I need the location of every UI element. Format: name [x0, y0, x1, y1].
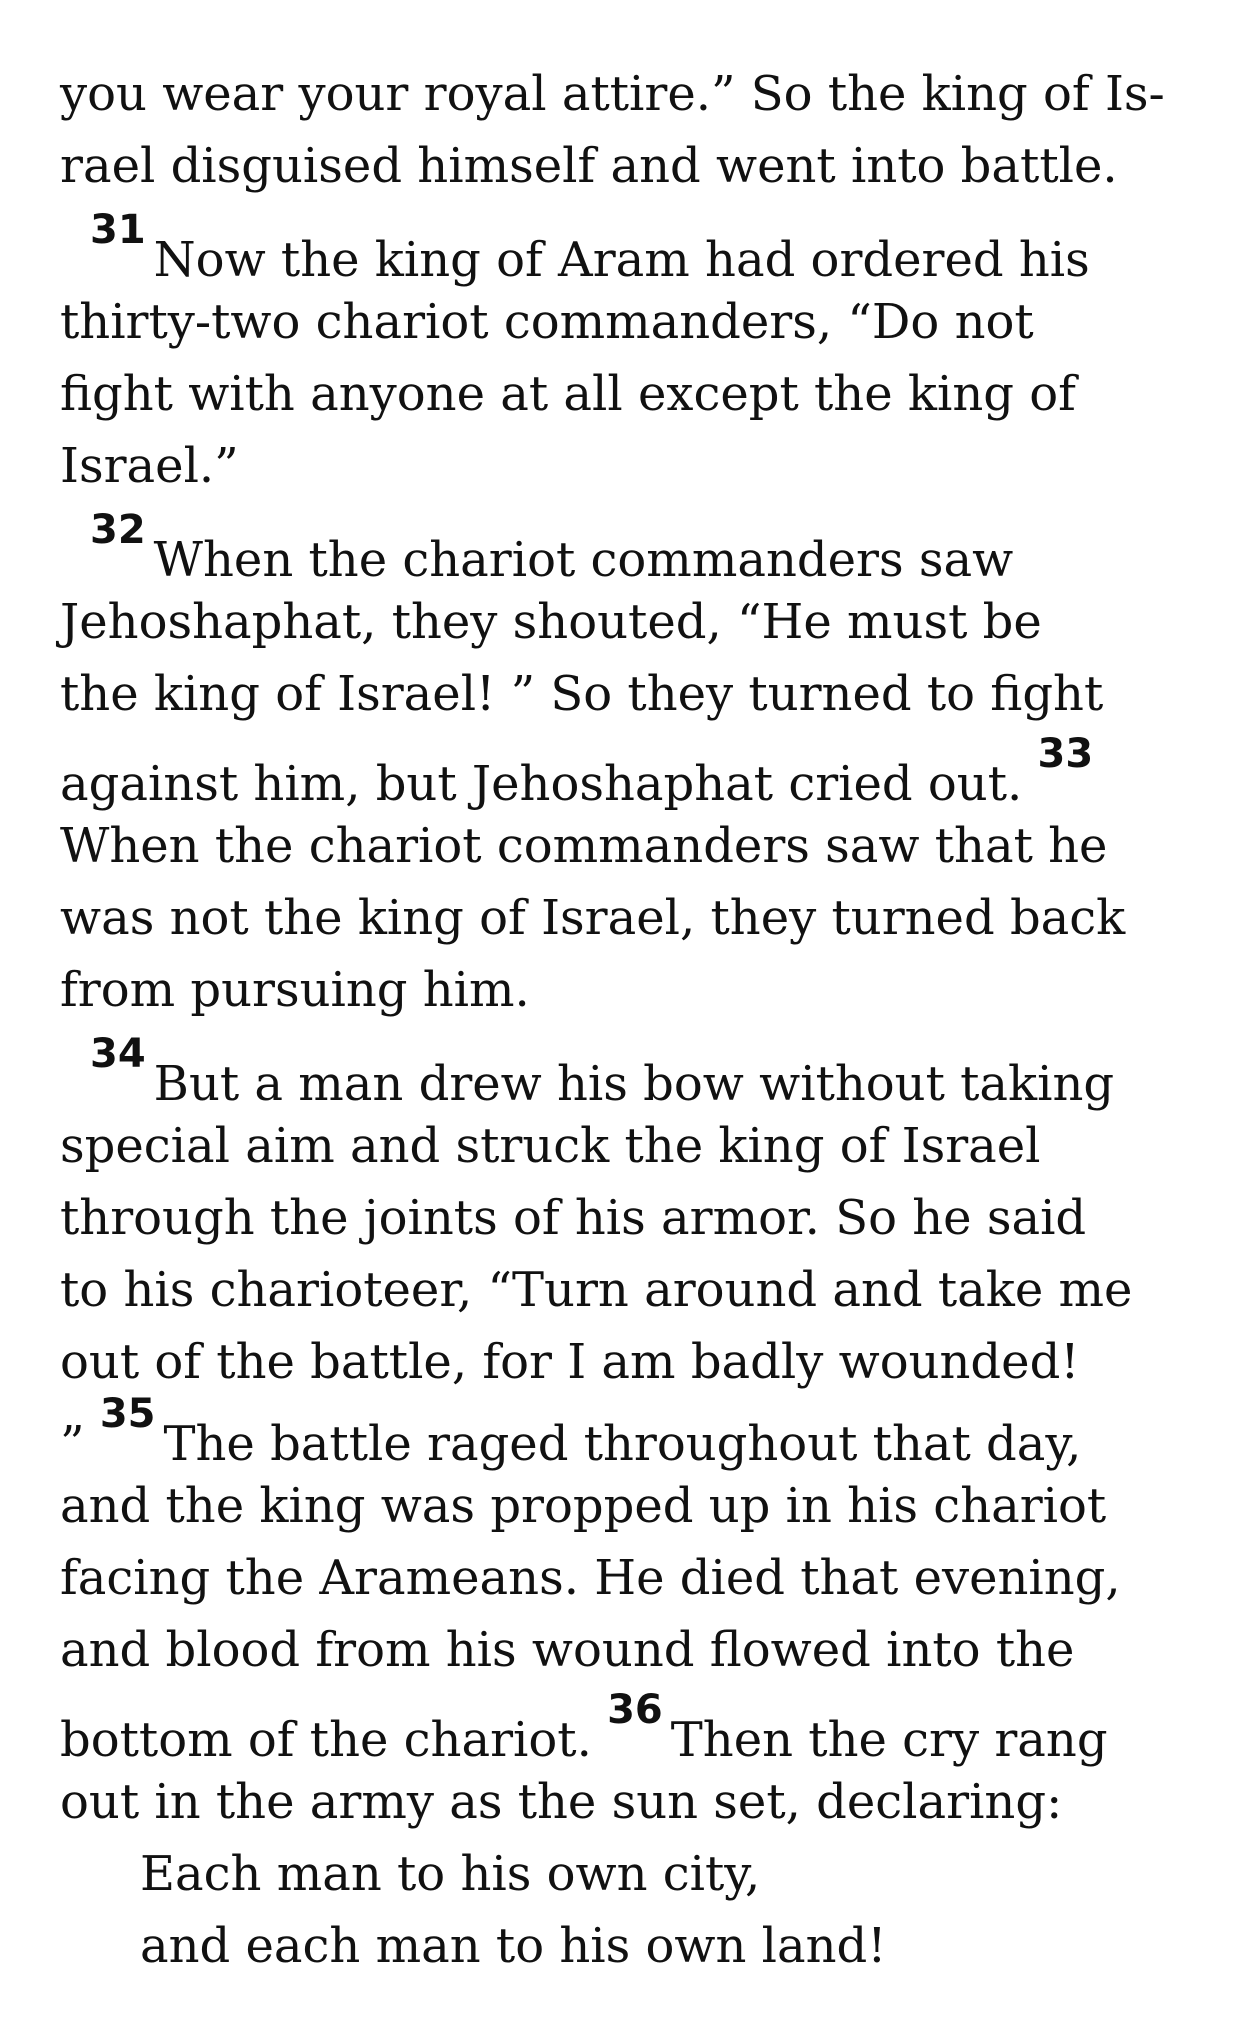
verse-number-31: 31 [90, 207, 146, 253]
text-line: fight with anyone at all except the king of [60, 366, 1076, 422]
verse-number-32: 32 [90, 507, 146, 553]
text-line: thirty-two chariot commanders, “Do not [60, 294, 1034, 350]
text-line: $^{32}$When the chariot commanders saw [90, 507, 1014, 588]
text-line: $^{34}$But a man drew his bow without taking [90, 1031, 1115, 1112]
verse-number-34: 34 [90, 1031, 146, 1077]
text-line: Israel.” [60, 438, 239, 494]
verse-number-36: 36 [607, 1687, 663, 1733]
poetry-line: and each man to his own land! [140, 1918, 887, 1974]
verse-number-35: 35 [99, 1391, 156, 1437]
text-line: $^{31}$Now the king of Aram had ordered his [90, 207, 1090, 288]
poetry-line: Each man to his own city, [140, 1846, 761, 1902]
text-line: against him, but Jehoshaphat cried out. $^{33}$ [60, 731, 1094, 812]
verse-number-33: 33 [1037, 731, 1094, 777]
text-line: ” $^{35}$The battle raged throughout that day, [60, 1391, 1082, 1472]
text-line: special aim and struck the king of Israel [60, 1118, 1041, 1174]
text-line: the king of Israel! ” So they turned to fight [60, 666, 1104, 722]
text-line: and the king was propped up in his chariot [60, 1478, 1107, 1534]
text-line: out in the army as the sun set, declaring: [60, 1774, 1063, 1830]
text-line: When the chariot commanders saw that he [60, 818, 1108, 874]
text-line: from pursuing him. [60, 962, 530, 1018]
text-line: rael disguised himself and went into battle. [60, 138, 1118, 194]
text-line: and blood from his wound flowed into the [60, 1622, 1075, 1678]
text-line: was not the king of Israel, they turned back [60, 890, 1126, 946]
text-line: to his charioteer, “Turn around and take me [60, 1262, 1133, 1318]
text-line: out of the battle, for I am badly wounded! [60, 1334, 1080, 1390]
text-line: through the joints of his armor. So he said [60, 1190, 1087, 1246]
text-line: facing the Arameans. He died that evening, [60, 1550, 1121, 1606]
text-line: you wear your royal attire.” So the king of Is- [60, 66, 1165, 122]
text-line: bottom of the chariot. $^{36}$Then the cry rang [60, 1687, 1108, 1768]
text-line: Jehoshaphat, they shouted, “He must be [60, 594, 1042, 650]
